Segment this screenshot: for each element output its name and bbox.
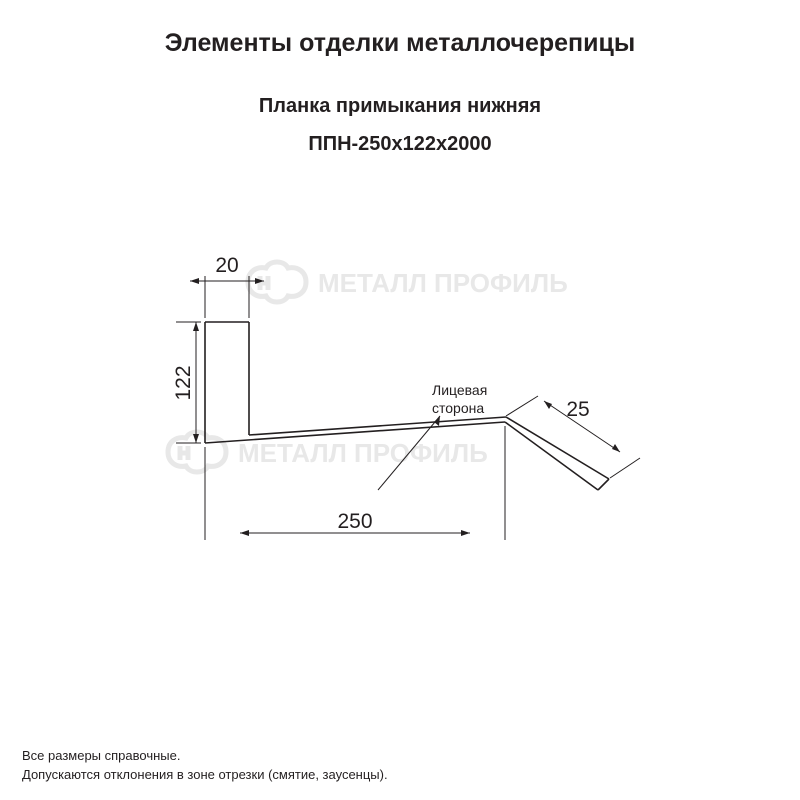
title-block bbox=[0, 28, 800, 157]
face-side-label-line1: Лицевая bbox=[432, 382, 488, 398]
page-title: Элементы отделки металлочерепицы bbox=[164, 29, 636, 57]
technical-drawing bbox=[0, 190, 800, 620]
face-side-label-line2: сторона bbox=[432, 400, 485, 416]
product-code: ППН-250х122х2000 bbox=[308, 133, 492, 155]
dimension-right-value: 25 bbox=[566, 398, 590, 421]
watermark-top bbox=[248, 262, 568, 302]
svg-text:МЕТАЛЛ ПРОФИЛЬ: МЕТАЛЛ ПРОФИЛЬ bbox=[318, 268, 568, 298]
dimension-top-20 bbox=[190, 276, 264, 318]
dimension-top-value: 20 bbox=[215, 254, 239, 277]
product-name: Планка примыкания нижняя bbox=[258, 95, 542, 117]
footnote-line-1: Все размеры справочные. bbox=[22, 748, 181, 763]
footnotes bbox=[22, 746, 782, 784]
svg-text:МЕТАЛЛ ПРОФИЛЬ: МЕТАЛЛ ПРОФИЛЬ bbox=[238, 438, 488, 468]
watermark-bottom bbox=[168, 432, 488, 472]
footnote-line-2: Допускаются отклонения в зоне отрезки (смятие, заусенцы). bbox=[22, 767, 388, 782]
dimension-left-value: 122 bbox=[172, 365, 195, 401]
dimension-bottom-value: 250 bbox=[337, 510, 373, 533]
